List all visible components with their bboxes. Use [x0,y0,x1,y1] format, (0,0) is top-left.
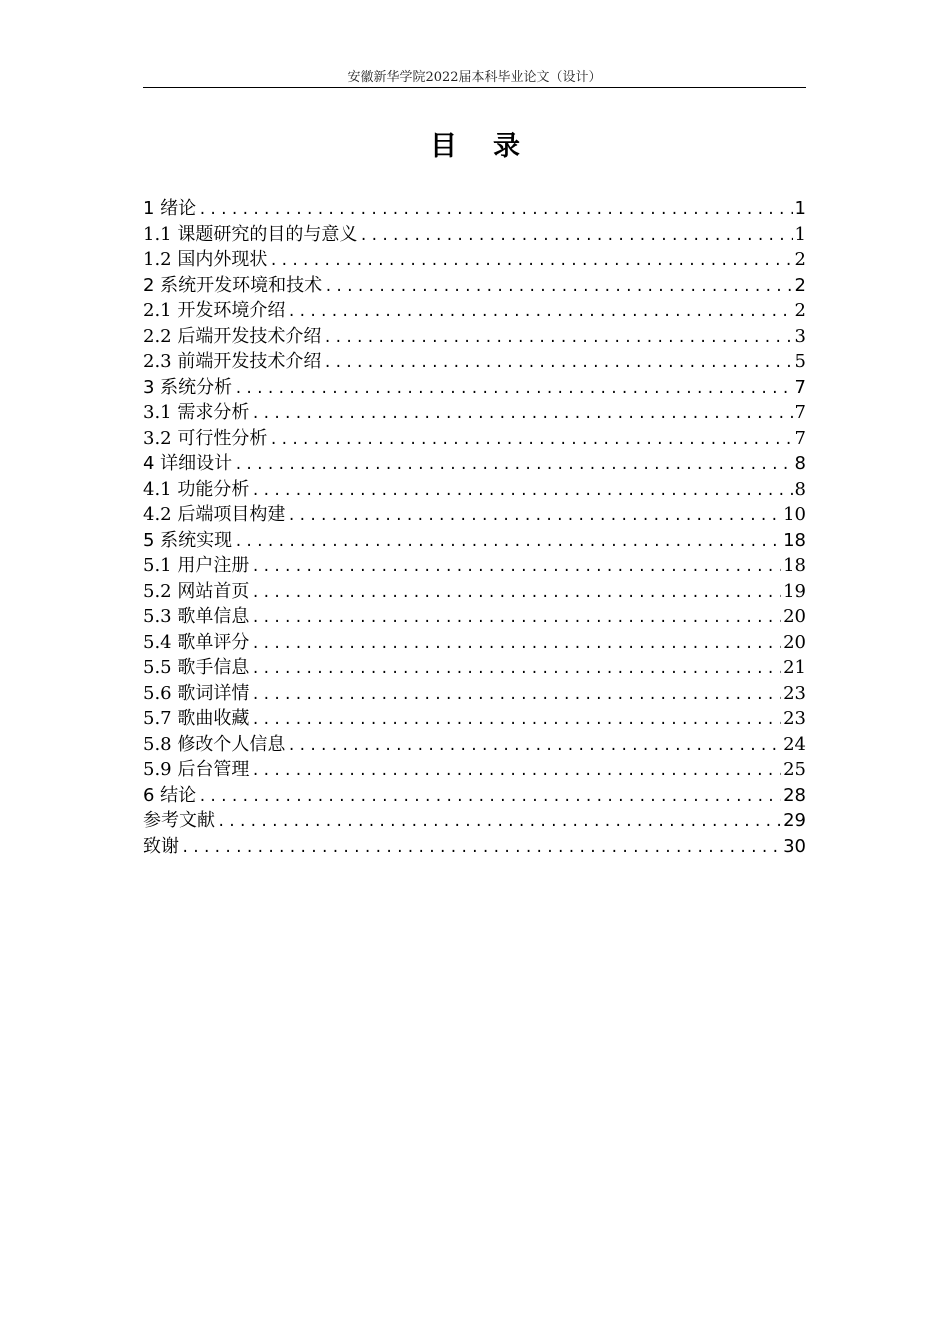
toc-entry-label: 5.1 用户注册 [143,555,250,576]
toc-entry[interactable] [143,808,806,834]
dot-leader [251,683,781,709]
toc-entry-page-number: 5 [794,351,806,372]
toc-entry-page-number: 21 [783,657,806,678]
toc-entry-page-number: 28 [783,784,806,806]
dot-leader [234,377,792,403]
toc-entry[interactable] [143,451,806,477]
toc-entry[interactable] [143,757,806,783]
toc-entry-page-number: 30 [783,835,806,857]
toc-entry-page-number: 19 [783,580,806,602]
toc-entry-label: 5.9 后台管理 [143,759,250,780]
toc-entry-page-number: 1 [794,198,806,219]
dot-leader [251,479,792,505]
dot-leader [198,198,792,224]
toc-entry-page-number: 7 [794,376,806,398]
toc-entry[interactable] [143,247,806,273]
table-of-contents [143,196,806,859]
toc-entry[interactable] [143,655,806,681]
dot-leader [251,657,781,683]
toc-entry[interactable] [143,706,806,732]
toc-entry-label: 5.2 网站首页 [143,580,250,602]
toc-entry[interactable] [143,349,806,375]
toc-entry-label: 3.1 需求分析 [143,402,250,423]
toc-entry[interactable] [143,426,806,452]
toc-entry[interactable] [143,553,806,579]
toc-entry[interactable] [143,579,806,605]
toc-entry-page-number: 8 [794,453,806,474]
running-header: 安徽新华学院2022届本科毕业论文（设计） [347,70,602,85]
toc-entry-label: 参考文献 [143,810,215,831]
toc-title: 目录 [430,131,556,162]
toc-entry-page-number: 18 [783,529,806,551]
toc-entry-label: 1.1 课题研究的目的与意义 [143,223,358,245]
header-rule [143,87,806,88]
toc-entry-page-number: 2 [794,300,806,321]
toc-entry[interactable] [143,630,806,656]
toc-entry-page-number: 1 [794,223,806,245]
toc-entry-label: 5.6 歌词详情 [143,682,250,704]
toc-entry-label: 致谢 [143,835,179,857]
toc-entry-page-number: 25 [783,759,806,780]
toc-entry[interactable] [143,298,806,324]
dot-leader [324,275,792,301]
toc-entry[interactable] [143,604,806,630]
toc-entry-label: 4 详细设计 [143,453,233,474]
toc-entry[interactable] [143,783,806,809]
toc-entry-label: 3.2 可行性分析 [143,427,268,449]
dot-leader [287,504,781,530]
toc-entry[interactable] [143,834,806,860]
dot-leader [359,224,792,250]
dot-leader [234,530,781,556]
toc-entry-page-number: 8 [794,478,806,500]
dot-leader [251,581,781,607]
dot-leader [251,606,781,632]
dot-leader [251,555,781,581]
toc-entry-page-number: 23 [783,682,806,704]
dot-leader [269,249,792,275]
toc-entry-label: 2.2 后端开发技术介绍 [143,325,322,347]
toc-entry-label: 2.3 前端开发技术介绍 [143,351,322,372]
dot-leader [251,759,781,785]
toc-entry-label: 5 系统实现 [143,529,233,551]
dot-leader [287,734,781,760]
toc-entry[interactable] [143,681,806,707]
toc-entry-page-number: 7 [794,427,806,449]
toc-entry-label: 1.2 国内外现状 [143,249,268,270]
toc-entry-label: 5.5 歌手信息 [143,657,250,678]
toc-entry-label: 3 系统分析 [143,376,233,398]
dot-leader [198,785,781,811]
toc-entry-page-number: 20 [783,631,806,653]
toc-entry[interactable] [143,273,806,299]
dot-leader [323,351,792,377]
toc-entry-label: 5.8 修改个人信息 [143,733,286,755]
dot-leader [323,326,792,352]
toc-entry-page-number: 10 [783,504,806,525]
dot-leader [181,836,781,862]
toc-entry-label: 5.4 歌单评分 [143,631,250,653]
dot-leader [287,300,792,326]
toc-entry[interactable] [143,732,806,758]
toc-entry[interactable] [143,196,806,222]
toc-entry[interactable] [143,324,806,350]
dot-leader [251,402,792,428]
dot-leader [251,708,781,734]
dot-leader [234,453,792,479]
toc-entry-label: 4.2 后端项目构建 [143,504,286,525]
toc-entry-page-number: 2 [794,274,806,296]
toc-entry-page-number: 18 [783,555,806,576]
toc-entry-page-number: 20 [783,606,806,627]
toc-entry-label: 2 系统开发环境和技术 [143,274,323,296]
toc-entry-label: 1 绪论 [143,198,197,219]
toc-entry[interactable] [143,528,806,554]
toc-entry-label: 2.1 开发环境介绍 [143,300,286,321]
dot-leader [269,428,792,454]
toc-entry-page-number: 2 [794,249,806,270]
toc-entry-label: 5.3 歌单信息 [143,606,250,627]
toc-entry[interactable] [143,400,806,426]
toc-entry[interactable] [143,477,806,503]
toc-entry-page-number: 23 [783,708,806,729]
toc-entry-page-number: 24 [783,733,806,755]
toc-entry-page-number: 29 [783,810,806,831]
dot-leader [251,632,781,658]
toc-entry-page-number: 3 [794,325,806,347]
toc-entry-page-number: 7 [794,402,806,423]
toc-entry[interactable] [143,222,806,248]
dot-leader [217,810,781,836]
toc-entry[interactable] [143,375,806,401]
toc-entry-label: 5.7 歌曲收藏 [143,708,250,729]
toc-entry-label: 6 结论 [143,784,197,806]
toc-entry-label: 4.1 功能分析 [143,478,250,500]
toc-entry[interactable] [143,502,806,528]
